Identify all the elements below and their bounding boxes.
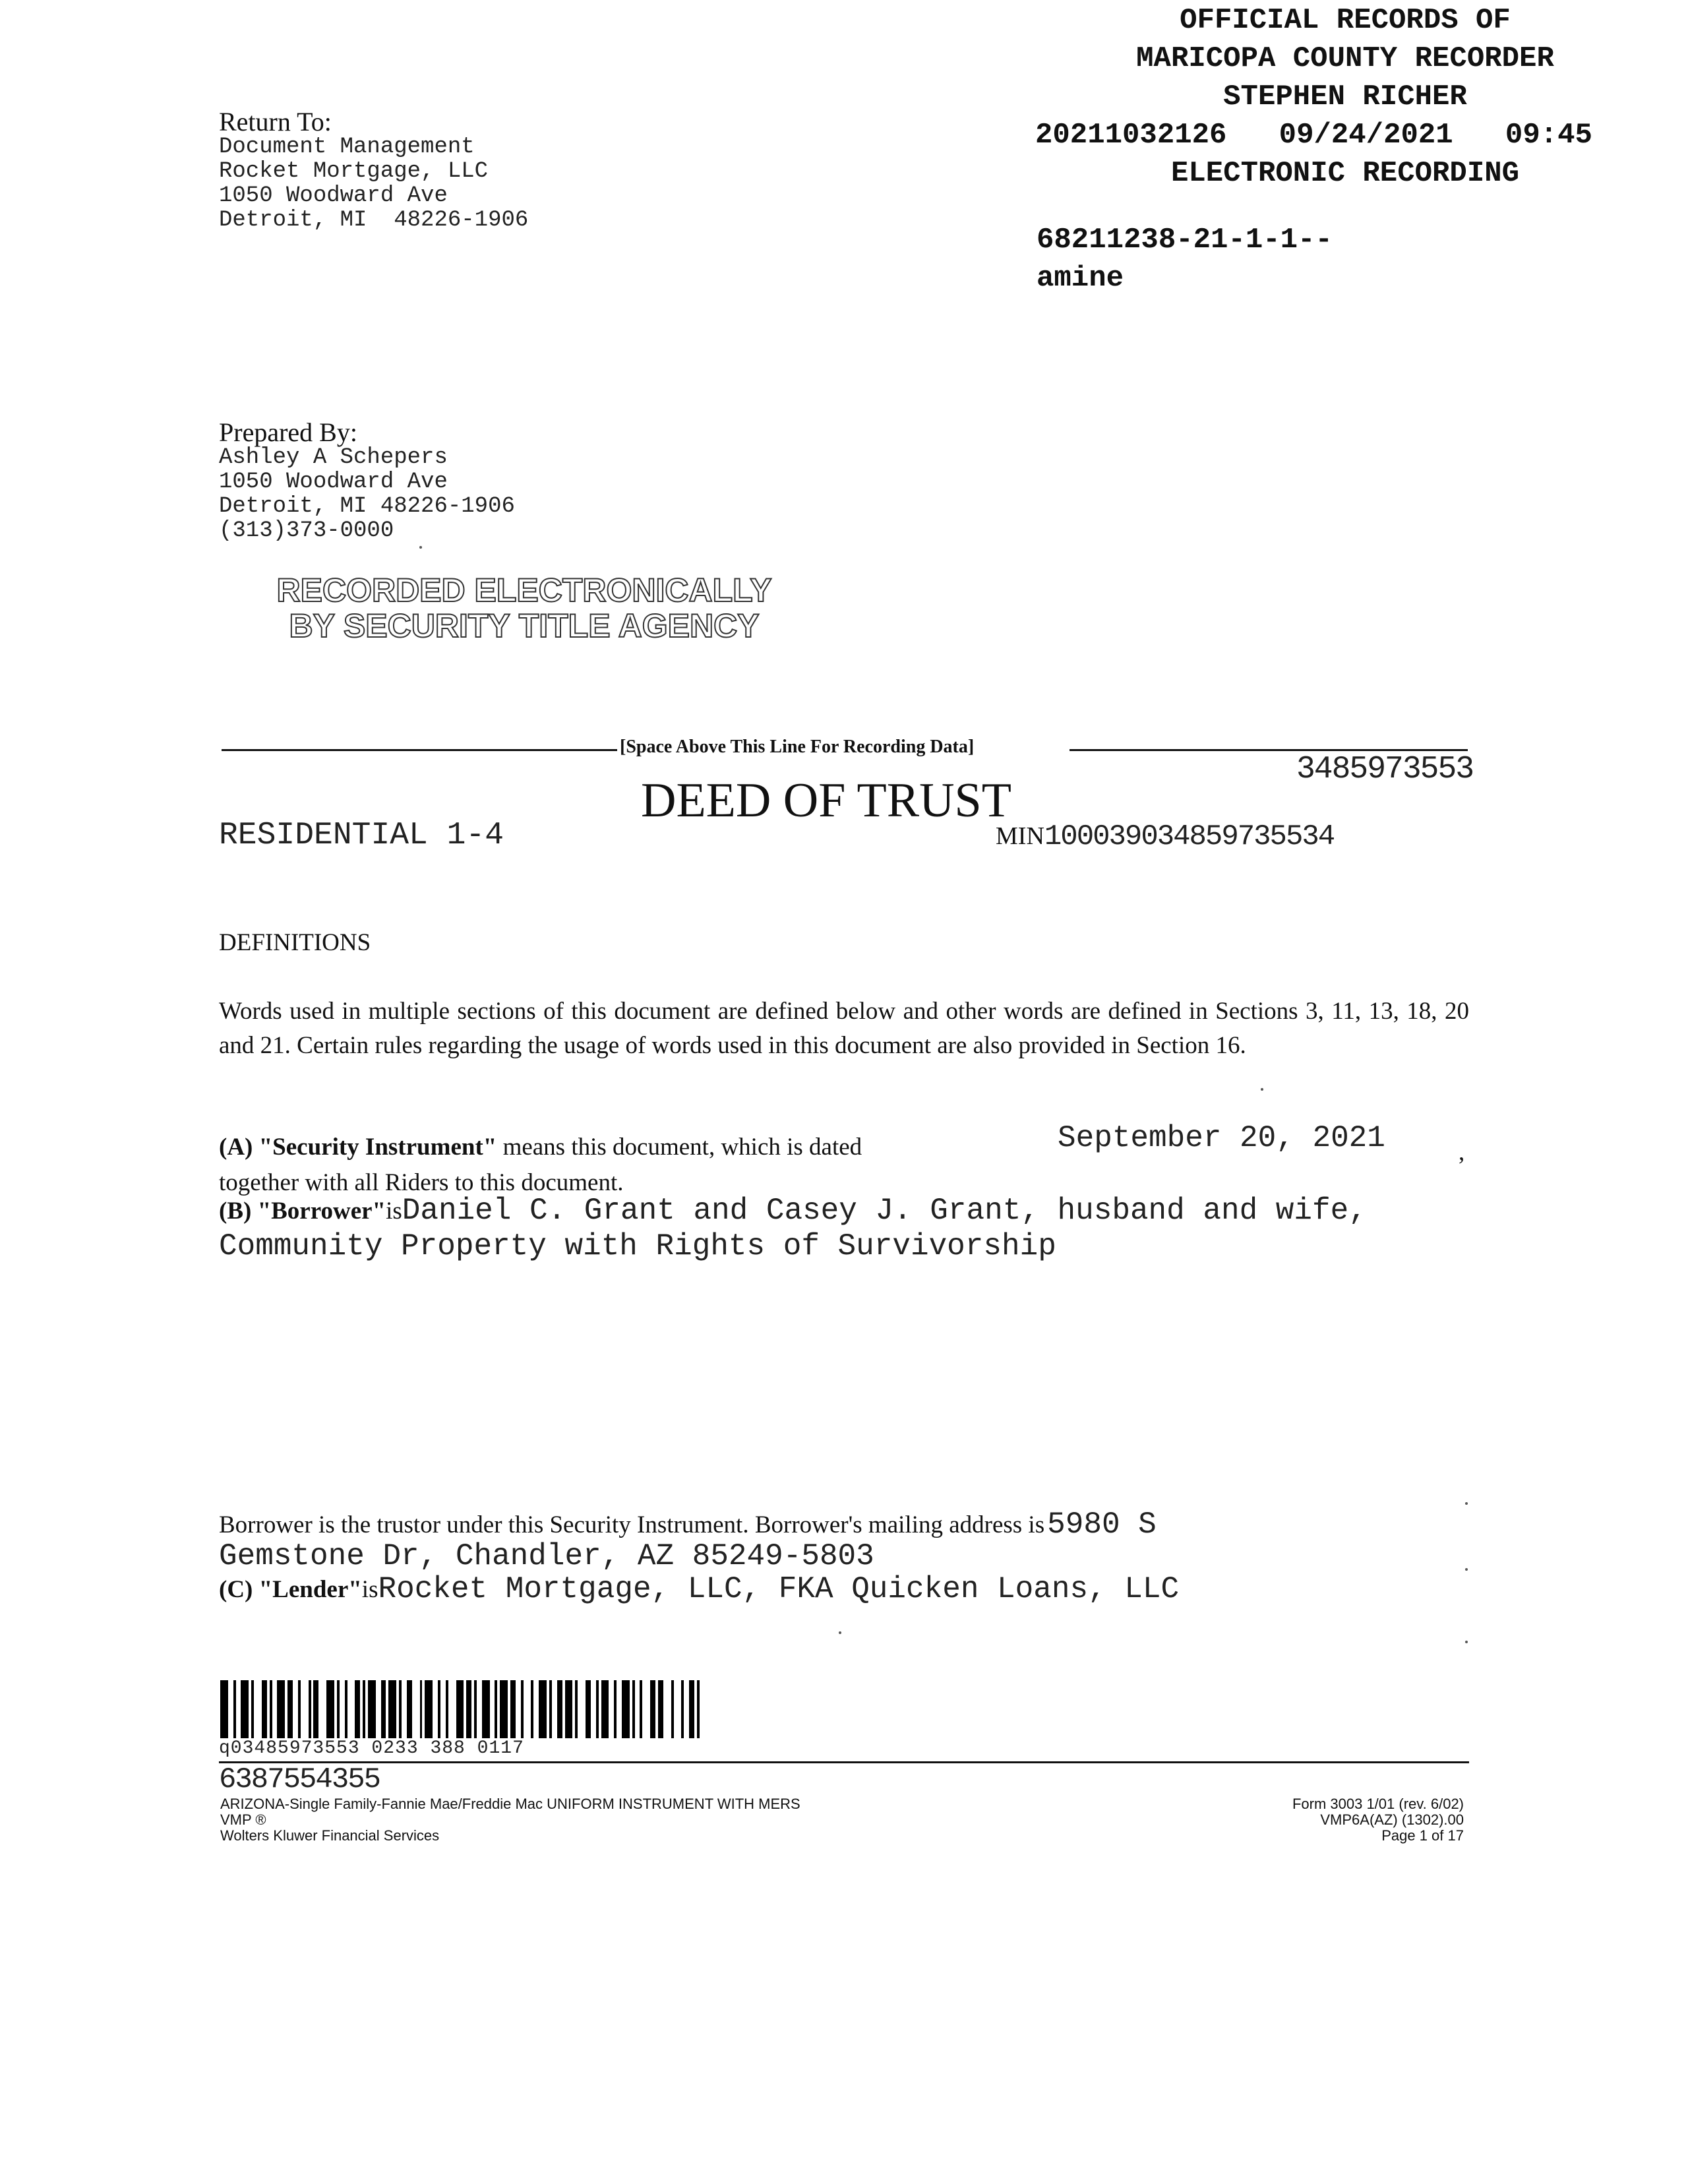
scan-speck [839,1631,841,1634]
recorder-stamp-code [1037,221,1333,297]
footer-vmp: VMP ® [220,1811,266,1828]
barcode [220,1680,708,1738]
prepared-by-title: Prepared By: [219,417,357,447]
mailing-address-start: 5980 S [1047,1507,1157,1542]
barcode-gap [533,1680,539,1738]
barcode-bar [658,1680,663,1738]
section-c-is: is [361,1576,378,1603]
space-above-label: [Space Above This Line For Recording Data] [620,737,975,757]
barcode-gap [552,1680,557,1738]
borrower-name: Daniel C. Grant and Casey J. Grant, husband and wife, [402,1194,1367,1228]
barcode-bar [689,1680,694,1738]
footer-left [220,1796,800,1844]
barcode-bar [565,1680,573,1738]
prepared-by-block [219,419,515,543]
footer-form-code: VMP6A(AZ) (1302).00 [1320,1811,1464,1828]
barcode-gap [635,1680,640,1738]
scan-speck [1261,1088,1263,1091]
barcode-gap [663,1680,671,1738]
barcode-gap [402,1680,407,1738]
barcode-bar [262,1680,267,1738]
barcode-bar [500,1680,508,1738]
barcode-gap [228,1680,233,1738]
section-a-text: means this document, which is dated [497,1134,862,1161]
barcode-gap [448,1680,456,1738]
recorder-stamp-line: MARICOPA COUNTY RECORDER [1136,42,1554,75]
barcode-gap [591,1680,596,1738]
definitions-heading: DEFINITIONS [219,929,371,956]
footer-right [1292,1796,1464,1844]
barcode-gap [578,1680,586,1738]
section-a-continuation: together with all Riders to this document. [219,1169,624,1196]
barcode-bar [510,1680,516,1738]
barcode-gap [440,1680,446,1738]
section-a-comma: , [1459,1139,1465,1166]
recorder-stamp-line: STEPHEN RICHER [1223,80,1467,113]
borrower-trustor-line [219,1507,1157,1542]
footer-form-number: Form 3003 1/01 (rev. 6/02) [1292,1796,1464,1812]
security-instrument-date: September 20, 2021 [1058,1121,1385,1155]
section-b-is: is [386,1198,402,1225]
residential-label: RESIDENTIAL 1-4 [219,818,504,853]
barcode-gap [609,1680,614,1738]
return-to-line: Detroit, MI 48226-1906 [219,208,529,233]
prepared-by-line: 1050 Woodward Ave [219,470,448,495]
barcode-gap [272,1680,278,1738]
barcode-gap [301,1680,309,1738]
barcode-bar [482,1680,490,1738]
barcode-bar [241,1680,249,1738]
barcode-bar [407,1680,412,1738]
recorder-stamp-line: OFFICIAL RECORDS OF [1180,4,1511,37]
barcode-gap [347,1680,355,1738]
recorder-stamp-line: ELECTRONIC RECORDING [1170,157,1520,190]
barcode-gap [516,1680,521,1738]
space-above-rule-left [222,749,617,751]
prepared-by-line: Detroit, MI 48226-1906 [219,494,515,519]
barcode-bar [355,1680,360,1738]
footer-publisher: Wolters Kluwer Financial Services [220,1827,440,1844]
recorder-stamp-code-line: 68211238-21-1-1-- [1037,224,1333,257]
return-to-line: Document Management [219,135,475,160]
barcode-gap [412,1680,420,1738]
borrower-vesting: Community Property with Rights of Survivorship [219,1229,1056,1263]
barcode-bar [601,1680,609,1738]
barcode-bar [622,1680,630,1738]
section-a-line [219,1130,862,1165]
barcode-bar [557,1680,562,1738]
barcode-bar [220,1680,228,1738]
min-block [996,820,1334,853]
barcode-bar [313,1680,318,1738]
prepared-by-line: (313)373-0000 [219,518,394,543]
barcode-gap [318,1680,326,1738]
recorded-stamp-line: BY SECURITY TITLE AGENCY [289,607,760,644]
barcode-gap [617,1680,622,1738]
barcode-gap [254,1680,262,1738]
barcode-gap [642,1680,650,1738]
min-number: 100039034859735534 [1044,820,1335,853]
barcode-gap [477,1680,482,1738]
scan-speck [419,546,422,549]
barcode-gap [490,1680,495,1738]
barcode-bar [539,1680,547,1738]
barcode-bar [326,1680,334,1738]
recorder-stamp [1029,1,1662,193]
barcode-bar [425,1680,433,1738]
borrower-trustor-text: Borrower is the trustor under this Security Instrument. Borrower's mailing address is [219,1511,1045,1538]
barcode-gap [674,1680,682,1738]
scan-speck [1465,1568,1468,1571]
lender-name: Rocket Mortgage, LLC, FKA Quicken Loans, LLC [378,1572,1180,1606]
definitions-paragraph: Words used in multiple sections of this document are defined below and other words are defined in Sections 3, 11, 13, 18, 20 and 21. Certain rules regarding the usage of words used in this document are also provided in Section 16. [219,998,1469,1059]
barcode-bar [287,1680,293,1738]
recorded-stamp-line: RECORDED ELECTRONICALLY [276,572,772,609]
prepared-by-line: Ashley A Schepers [219,445,448,470]
barcode-bar [388,1680,396,1738]
barcode-bar [586,1680,591,1738]
barcode-bar [456,1680,464,1738]
barcode-gap [433,1680,438,1738]
barcode-gap [293,1680,298,1738]
barcode-bar [381,1680,386,1738]
barcode-bar [466,1680,471,1738]
recorder-stamp-code-line: amine [1037,262,1124,295]
section-a-label: (A) "Security Instrument" [219,1134,497,1161]
space-above-rule-right [1070,749,1468,751]
barcode-text: q03485973553 0233 388 0117 [219,1738,524,1759]
footer-rule [219,1761,1469,1763]
scan-speck [1465,1641,1468,1643]
barcode-bar [277,1680,285,1738]
barcode-gap [524,1680,531,1738]
barcode-gap [340,1680,345,1738]
return-to-block [219,109,528,233]
section-c-line [219,1572,1179,1607]
recorded-electronically-stamp [257,572,791,644]
section-c-label: (C) "Lender" [219,1576,362,1603]
return-to-line: 1050 Woodward Ave [219,183,448,208]
barcode-gap [376,1680,381,1738]
return-to-title: Return To: [219,107,332,136]
footer-form-title: ARIZONA-Single Family-Fannie Mae/Freddie Mac UNIFORM INSTRUMENT WITH MERS [220,1796,800,1812]
min-label: MIN [996,822,1044,850]
footer-number: 6387554355 [219,1763,380,1796]
barcode-bar [650,1680,655,1738]
recording-number-line: 20211032126 09/24/2021 09:45 [1035,119,1592,152]
barcode-bar [368,1680,376,1738]
mailing-address-line2: Gemstone Dr, Chandler, AZ 85249-5803 [219,1539,874,1573]
return-to-line: Rocket Mortgage, LLC [219,159,489,184]
loan-number: 3485973553 [1296,752,1474,787]
document-title: DEED OF TRUST [641,774,1011,828]
footer-page-number: Page 1 of 17 [1381,1827,1464,1844]
barcode-gap [700,1680,708,1738]
barcode-gap [236,1680,241,1738]
section-b-line [219,1194,1367,1228]
barcode-gap [684,1680,689,1738]
section-b-label: (B) "Borrower" [219,1198,386,1225]
scan-speck [1465,1502,1468,1505]
